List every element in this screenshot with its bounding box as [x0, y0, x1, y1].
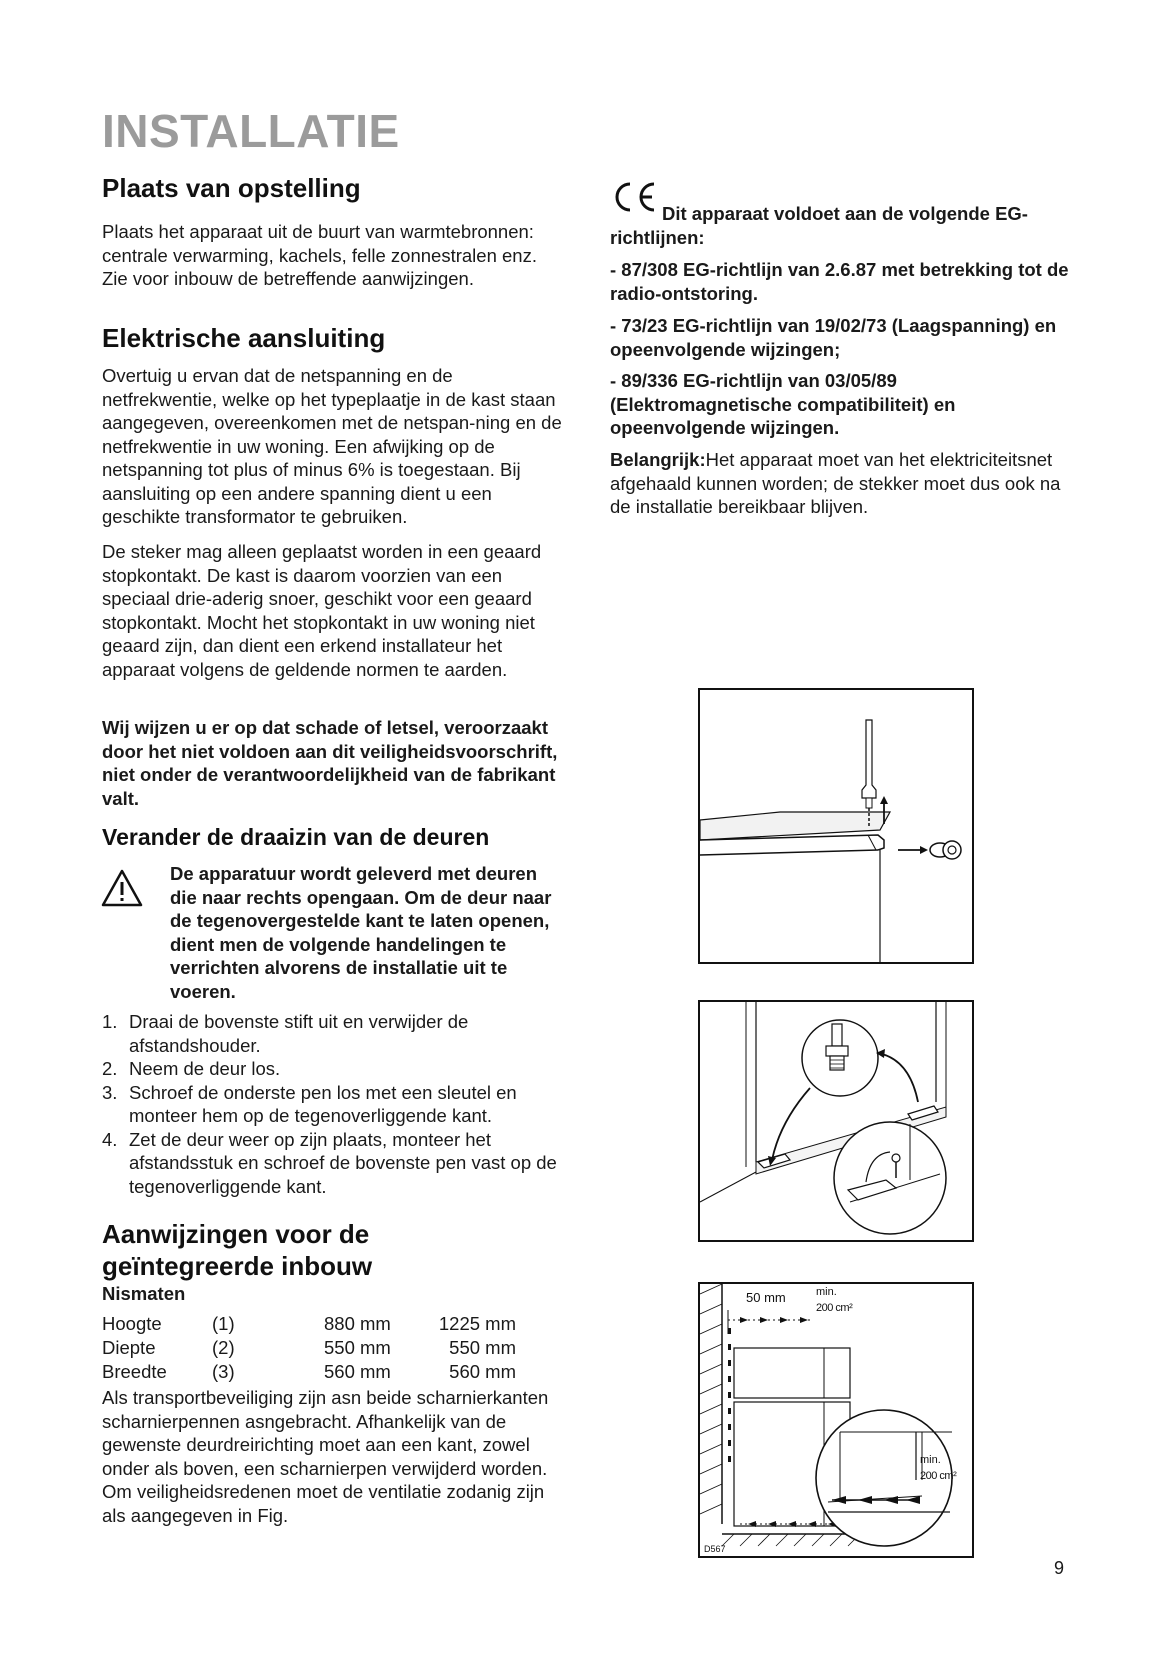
builtin-heading: Aanwijzingen voor de geïntegreerde inbouw: [102, 1219, 373, 1281]
door-steps-list: [102, 1010, 564, 1198]
figure-code: D567: [704, 1544, 726, 1554]
builtin-text: Als transportbeveiliging zijn asn beide scharnierkanten scharnierpennen asngebracht. Afhankelijk van de gewenste deurdreirichting moet aan een kant, zowel onder als boven, een scharnierpen verwijderd worden. Om veiligheidsredenen moet de ventilatie zodanig zijn als aangegeven in Fig.: [102, 1387, 549, 1526]
warning-triangle-icon: [100, 868, 144, 913]
top-gap-label: 50 mm: [746, 1290, 786, 1305]
table-row: Diepte (2) 550 mm 550 mm: [102, 1337, 516, 1358]
top-hinge-illustration: [698, 688, 974, 964]
electrical-paragraph-2: De steker mag alleen geplaatst worden in een geaard stopkontakt. De kast is daarom voorzien van een speciaal drie-aderig snoer, geschikt voor een geaard stopkontakt. Mocht het stopkontakt in uw woning niet geaard zijn, dan dient een erkend installateur het apparaat volgens de geldende normen te aarden.: [102, 541, 542, 680]
ce-directive-1: - 87/308 EG-richtlijn van 2.6.87 met betrekking tot de radio-ontstoring.: [610, 259, 1069, 304]
ventilation-diagram: [698, 1282, 974, 1558]
important-note: Belangrijk:Het apparaat moet van het elektriciteitsnet afgehaald kunnen worden; de stekker moet dus ook na de installatie bereikbaar blijven.: [610, 449, 1061, 517]
bottom-hinge-illustration: [698, 1000, 974, 1242]
bottom-min-label: min.: [920, 1454, 941, 1466]
table-row: Breedte (3) 560 mm 560 mm: [102, 1361, 516, 1382]
list-item: 4. Zet de deur weer op zijn plaats, monteer het afstandsstuk en schroef de bovenste pen vast op de tegenoverliggende kant.: [102, 1128, 557, 1197]
list-item: 1. Draai de bovenste stift uit en verwijder de afstandshouder.: [102, 1011, 469, 1056]
builtin-subheading: Nismaten: [102, 1283, 186, 1304]
table-row: Hoogte (1) 880 mm 1225 mm: [102, 1313, 516, 1334]
placement-text: Plaats het apparaat uit de buurt van warmtebronnen: centrale verwarming, kachels, felle zonnestralen enz. Zie voor inbouw de betreffende aanwijzingen.: [102, 221, 537, 289]
top-min-label: min.: [816, 1286, 837, 1298]
list-item: 2. Neem de deur los.: [102, 1058, 281, 1079]
electrical-warning: Wij wijzen u er op dat schade of letsel, veroorzaakt door het niet voldoen aan dit veiligheidsvoorschrift, niet onder de verantwoordelijkheid van de fabrikant valt.: [102, 717, 558, 809]
niche-dimensions-table: [102, 1312, 516, 1384]
placement-heading: Plaats van opstelling: [102, 173, 361, 203]
door-caution-text: De apparatuur wordt geleverd met deuren die naar rechts opengaan. Om de deur naar de tegenovergestelde kant te laten openen, dient men de volgende handelingen te verrichten alvorens de installatie uit te voeren.: [170, 863, 552, 1002]
ce-intro: Dit apparaat voldoet aan de volgende EG-richtlijnen:: [610, 203, 1028, 248]
ce-directive-2: - 73/23 EG-richtlijn van 19/02/73 (Laagspanning) en opeenvolgende wijzingen;: [610, 315, 1057, 360]
bottom-area-label: 200 cm²: [920, 1470, 957, 1482]
ce-directive-3: - 89/336 EG-richtlijn van 03/05/89 (Elektromagnetische compatibiliteit) en opeenvolgende wijzingen.: [610, 370, 956, 438]
top-area-label: 200 cm²: [816, 1302, 853, 1314]
door-heading: Verander de draaizin van de deuren: [102, 824, 490, 850]
page-number: 9: [1054, 1558, 1065, 1578]
page-title: INSTALLATIE: [102, 105, 400, 157]
electrical-paragraph-1: Overtuig u ervan dat de netspanning en de netfrekwentie, welke op het typeplaatje in de kast staan aangegeven, overeenkomen met de netspan-ning en de netfrekwentie in uw woning. Een afwijking op de netspanning tot plus of minus 6% is toegestaan. Bij aansluiting op een andere spanning dient u een geschikte transformator te gebruiken.: [102, 365, 562, 527]
list-item: 3. Schroef de onderste pen los met een sleutel en monteer hem op de tegenoverliggende kant.: [102, 1081, 517, 1126]
electrical-heading: Elektrische aansluiting: [102, 323, 386, 353]
